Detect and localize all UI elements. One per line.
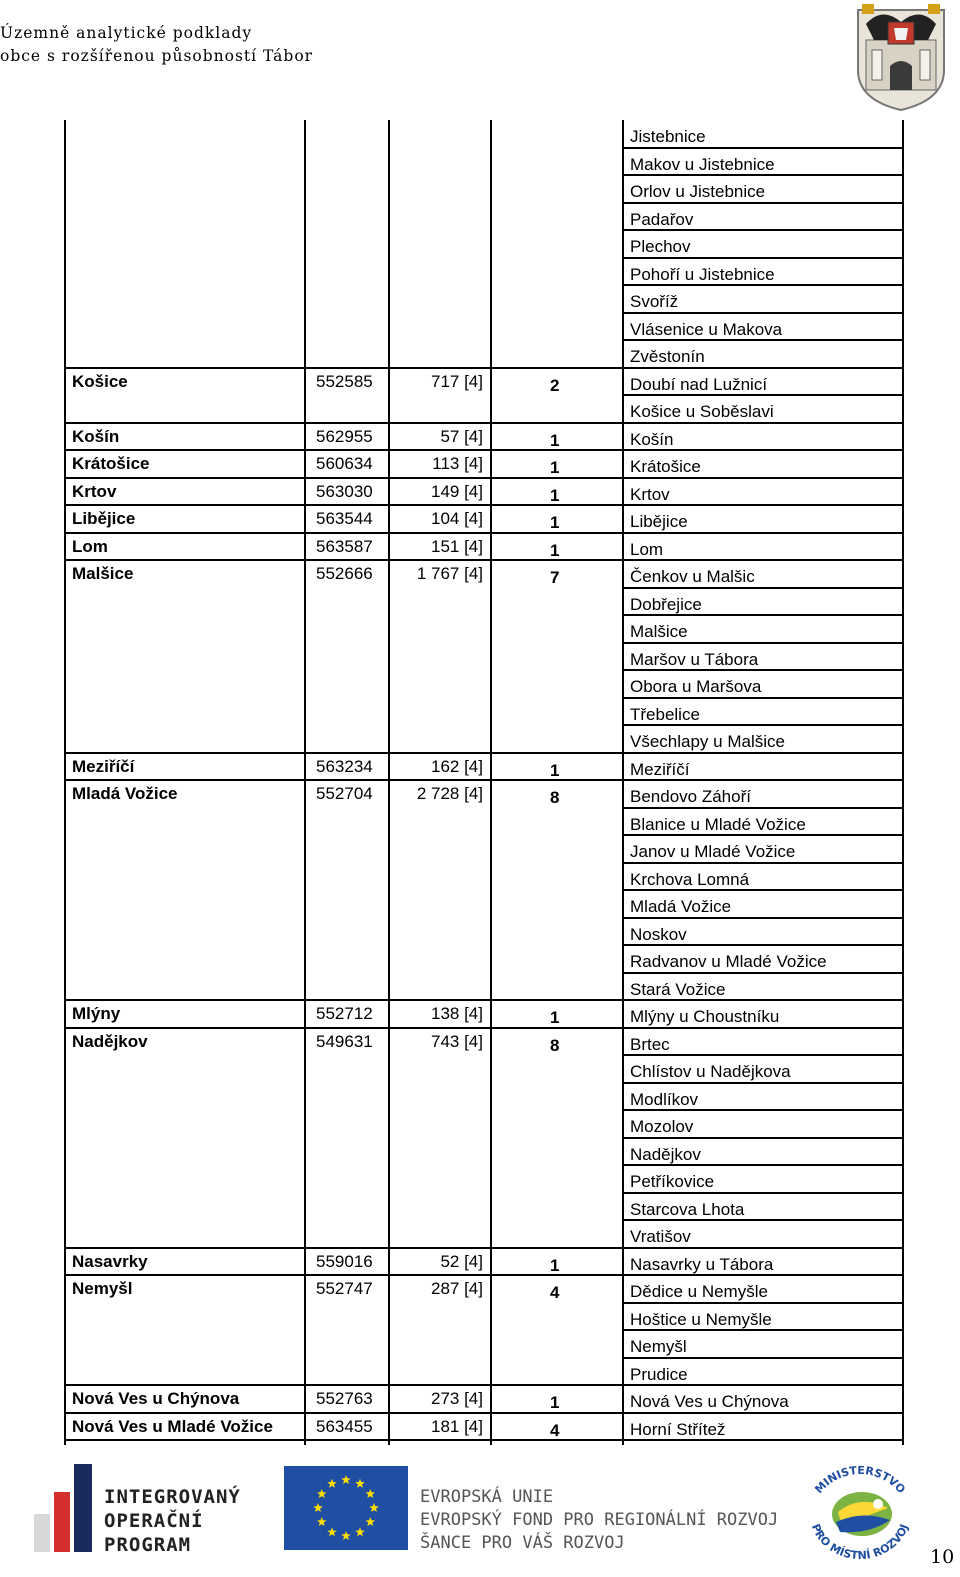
part-count-cell: 1 (550, 540, 560, 560)
table-row (64, 395, 904, 423)
table-row (64, 1138, 904, 1166)
municipality-part-cell: Krátošice (630, 457, 701, 476)
table-row (64, 890, 904, 918)
municipality-part-cell: Starcova Lhota (630, 1199, 745, 1219)
municipality-part-cell: Čenkov u Malšic (630, 567, 755, 586)
municipality-code: 552747 (316, 1279, 373, 1298)
svg-text:MINISTERSTVO (812, 1464, 907, 1496)
mmr-logo-icon (800, 1464, 920, 1564)
part-count-cell: 1 (550, 485, 560, 505)
eu-text-3: ŠANCE PRO VÁŠ ROZVOJ (420, 1533, 625, 1553)
municipality-code: 560634 (316, 454, 373, 473)
mmr-text-top: MINISTERSTVO (812, 1464, 908, 1496)
part-count-cell: 2 (550, 375, 560, 395)
municipality-part-cell: Petříkovice (630, 1172, 715, 1191)
municipality-name: Malšice (72, 564, 134, 583)
municipality-part-cell: Všechlapy u Malšice (630, 732, 785, 751)
municipality-part-cell: Nemyšl (630, 1337, 687, 1356)
municipality-name: Nadějkov (72, 1031, 148, 1051)
eu-text-2: EVROPSKÝ FOND PRO REGIONÁLNÍ ROZVOJ (420, 1510, 779, 1530)
part-count-cell: 8 (550, 1035, 560, 1055)
municipality-part-cell: Obora u Maršova (630, 677, 762, 696)
table-row (64, 1303, 904, 1331)
municipality-code: 563587 (316, 536, 373, 556)
table-row (64, 1413, 904, 1441)
municipality-part-cell: Třebelice (630, 704, 700, 724)
population-cell: 138 [4] (431, 1004, 483, 1023)
municipality-part-cell: Plechov (630, 237, 691, 256)
table-row (64, 450, 904, 478)
table-row (64, 753, 904, 781)
table-row (64, 313, 904, 341)
municipality-part-cell: Janov u Mladé Vožice (630, 842, 796, 861)
population-cell: 181 [4] (431, 1416, 483, 1436)
part-count-cell: 4 (550, 1283, 560, 1302)
municipality-part-cell: Noskov (630, 924, 687, 944)
municipality-name: Krtov (72, 481, 117, 501)
table-row (64, 973, 904, 1001)
municipality-part-cell: Vlásenice u Makova (630, 319, 783, 339)
municipality-table (64, 120, 904, 1445)
iop-logo (34, 1464, 246, 1554)
municipality-part-cell: Jistebnice (630, 127, 706, 146)
municipality-part-cell: Padařov (630, 209, 694, 229)
municipality-code: 563234 (316, 756, 373, 776)
municipality-part-cell: Modlíkov (630, 1089, 699, 1109)
municipality-name: Libějice (72, 509, 136, 528)
municipality-part-cell: Svoříž (630, 292, 679, 311)
municipality-code: 552763 (316, 1389, 373, 1408)
municipality-code: 563455 (316, 1416, 373, 1436)
population-cell: 149 [4] (431, 481, 483, 501)
municipality-part-cell: Doubí nad Lužnicí (630, 374, 768, 394)
municipality-part-cell: Nová Ves u Chýnova (630, 1392, 789, 1411)
table-row (64, 1275, 904, 1303)
municipality-name: Nová Ves u Chýnova (72, 1389, 240, 1408)
municipality-part-cell: Zvěstonín (630, 347, 705, 366)
population-cell: 273 [4] (431, 1389, 483, 1408)
table-row (64, 1248, 904, 1276)
table-border-bottom (64, 1439, 904, 1441)
municipality-name: Lom (72, 536, 108, 556)
municipality-part-cell: Dobřejice (630, 594, 702, 614)
mmr-text-bottom: PRO MÍSTNÍ ROZVOJ (808, 1522, 912, 1563)
municipality-name: Košice (72, 371, 128, 391)
municipality-part-cell: Mlýny u Choustníku (630, 1007, 780, 1026)
part-count-cell: 1 (550, 513, 560, 532)
municipality-part-cell: Makov u Jistebnice (630, 154, 775, 174)
iop-text-3: PROGRAM (104, 1534, 192, 1556)
eu-flag-icon (284, 1466, 408, 1550)
part-count-cell: 1 (550, 1255, 560, 1275)
municipality-code: 552666 (316, 564, 373, 583)
table-row (64, 120, 904, 148)
part-count-cell: 1 (550, 760, 560, 780)
document-header (0, 22, 313, 68)
population-cell: 52 [4] (440, 1251, 483, 1271)
table-row (64, 368, 904, 396)
part-count-cell: 1 (550, 1008, 560, 1027)
table-row (64, 670, 904, 698)
table-row (64, 863, 904, 891)
table-row (64, 615, 904, 643)
municipality-part-cell: Prudice (630, 1364, 688, 1384)
municipality-code: 552712 (316, 1004, 373, 1023)
municipality-part-cell: Košín (630, 429, 674, 449)
table-row (64, 1220, 904, 1248)
table-row (64, 780, 904, 808)
table-row (64, 588, 904, 616)
table-row (64, 340, 904, 368)
part-count-cell: 7 (550, 568, 560, 587)
municipality-code: 563030 (316, 481, 373, 501)
table-row (64, 148, 904, 176)
population-cell: 743 [4] (431, 1031, 483, 1051)
municipality-part-cell: Horní Střítež (630, 1419, 726, 1439)
table-row (64, 1083, 904, 1111)
tabor-coat-of-arms (852, 0, 950, 112)
municipality-part-cell: Vratišov (630, 1227, 691, 1246)
municipality-part-cell: Bendovo Záhoří (630, 787, 751, 806)
municipality-code: 552585 (316, 371, 373, 391)
population-cell: 162 [4] (431, 756, 483, 776)
municipality-code: 552704 (316, 784, 373, 803)
table-row (64, 1165, 904, 1193)
municipality-part-cell: Chlístov u Nadějkova (630, 1062, 791, 1081)
table-row (64, 285, 904, 313)
municipality-name: Mlýny (72, 1004, 121, 1023)
table-row (64, 698, 904, 726)
table-row (64, 808, 904, 836)
municipality-part-cell: Krchova Lomná (630, 869, 750, 889)
iop-bar-gray (34, 1514, 50, 1552)
table-row (64, 533, 904, 561)
part-count-cell: 1 (550, 1393, 560, 1412)
municipality-part-cell: Dědice u Nemyšle (630, 1282, 768, 1301)
municipality-code: 559016 (316, 1251, 373, 1271)
municipality-part-cell: Radvanov u Mladé Vožice (630, 952, 827, 971)
municipality-part-cell: Pohoří u Jistebnice (630, 264, 775, 284)
municipality-name: Mladá Vožice (72, 784, 178, 803)
table-row (64, 230, 904, 258)
municipality-part-cell: Maršov u Tábora (630, 649, 759, 669)
header-subtitle: obce s rozšířenou působností Tábor (0, 47, 314, 65)
population-cell: 57 [4] (440, 426, 483, 446)
table-row (64, 1385, 904, 1413)
population-cell: 717 [4] (431, 371, 483, 391)
municipality-name: Nemyšl (72, 1279, 133, 1298)
municipality-part-cell: Krtov (630, 484, 670, 504)
iop-bar-navy (74, 1464, 92, 1552)
table-row (64, 1110, 904, 1138)
population-cell: 287 [4] (431, 1279, 483, 1298)
municipality-part-cell: Nadějkov (630, 1144, 701, 1164)
municipality-name: Nová Ves u Mladé Vožice (72, 1416, 273, 1436)
table-row (64, 918, 904, 946)
municipality-name: Krátošice (72, 454, 150, 473)
municipality-part-cell: Meziříčí (630, 759, 690, 779)
population-cell: 1 767 [4] (416, 564, 483, 583)
table-row (64, 835, 904, 863)
municipality-name: Nasavrky (72, 1251, 148, 1271)
municipality-part-cell: Blanice u Mladé Vožice (630, 814, 806, 834)
municipality-name: Košín (72, 426, 120, 446)
municipality-code: 563544 (316, 509, 373, 528)
iop-text-1: INTEGROVANÝ (104, 1486, 241, 1508)
municipality-part-cell: Hoštice u Nemyšle (630, 1309, 772, 1329)
table-row (64, 1358, 904, 1386)
table-row (64, 478, 904, 506)
municipality-part-cell: Orlov u Jistebnice (630, 182, 766, 201)
part-count-cell: 1 (550, 458, 560, 477)
municipality-code: 549631 (316, 1031, 373, 1051)
municipality-part-cell: Mozolov (630, 1117, 694, 1136)
page-number: 10 (930, 1546, 955, 1568)
municipality-part-cell: Brtec (630, 1034, 670, 1054)
municipality-name: Meziříčí (72, 756, 135, 776)
municipality-part-cell: Nasavrky u Tábora (630, 1254, 774, 1274)
table-row (64, 505, 904, 533)
eu-text-block (420, 1486, 778, 1555)
table-row (64, 725, 904, 753)
population-cell: 113 [4] (432, 454, 483, 473)
table-row (64, 1055, 904, 1083)
municipality-part-cell: Malšice (630, 622, 688, 641)
table-row (64, 175, 904, 203)
table-row (64, 1193, 904, 1221)
part-count-cell: 4 (550, 1420, 560, 1440)
eu-text-1: EVROPSKÁ UNIE (420, 1487, 554, 1507)
table-row (64, 560, 904, 588)
table-row (64, 643, 904, 671)
table-row (64, 258, 904, 286)
municipality-part-cell: Košice u Soběslavi (630, 402, 774, 421)
table-row (64, 423, 904, 451)
footer-logos (0, 1460, 960, 1577)
municipality-part-cell: Libějice (630, 512, 688, 531)
iop-bar-red (54, 1492, 70, 1552)
part-count-cell: 1 (550, 430, 560, 450)
table-row (64, 945, 904, 973)
table-row (64, 1330, 904, 1358)
table-row (64, 1000, 904, 1028)
population-cell: 104 [4] (431, 509, 483, 528)
iop-text-2: OPERAČNÍ (104, 1510, 204, 1532)
municipality-part-cell: Stará Vožice (630, 979, 726, 999)
municipality-part-cell: Lom (630, 539, 664, 559)
table-row (64, 203, 904, 231)
part-count-cell: 8 (550, 788, 560, 807)
municipality-part-cell: Mladá Vožice (630, 897, 732, 916)
header-title: Územně analytické podklady (0, 24, 253, 42)
table-row (64, 1028, 904, 1056)
population-cell: 151 [4] (431, 536, 483, 556)
municipality-code: 562955 (316, 426, 373, 446)
population-cell: 2 728 [4] (416, 784, 483, 803)
